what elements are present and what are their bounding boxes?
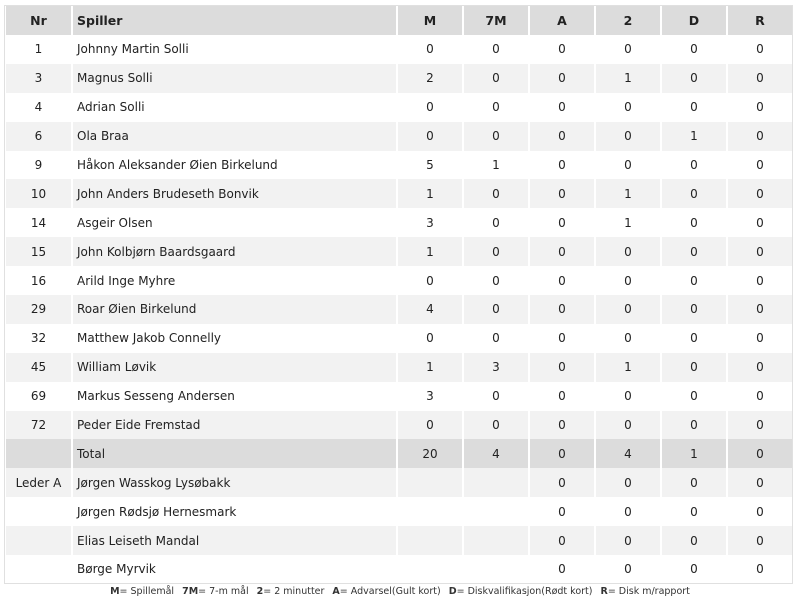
a-cell: 0: [530, 237, 594, 266]
2-cell: 0: [596, 295, 660, 324]
table-row: [6, 411, 792, 440]
legend-item: [600, 586, 689, 597]
d-cell: 1: [662, 439, 726, 468]
table-header-row: [6, 6, 792, 35]
column-header-spiller: Spiller: [73, 6, 396, 35]
legend-text: = Disk m/rapport: [607, 586, 690, 597]
2-cell: 0: [624, 42, 632, 57]
column-header-a: A: [530, 6, 594, 35]
2-cell: 0: [624, 562, 632, 577]
name-cell: Peder Eide Fremstad: [73, 411, 396, 440]
name-cell: Arild Inge Myhre: [77, 273, 176, 288]
r-cell: 0: [728, 468, 792, 497]
r-cell: 0: [728, 179, 792, 208]
leader-row: [6, 468, 792, 497]
d-cell: 0: [662, 468, 726, 497]
r-cell: 0: [756, 100, 764, 115]
table-row: [6, 64, 792, 93]
r-cell: 0: [756, 158, 764, 172]
nr-cell: 1: [34, 42, 43, 57]
2-cell: 0: [624, 158, 632, 172]
leader-row: [6, 497, 792, 526]
m-cell: 0: [398, 411, 462, 440]
r-cell: 0: [728, 411, 792, 440]
m-cell: 0: [426, 100, 434, 115]
table-row: [6, 122, 792, 151]
table-row: [6, 35, 792, 64]
d-cell: 0: [662, 295, 726, 324]
d-cell: 0: [690, 331, 698, 346]
name-cell: Total: [73, 439, 396, 468]
d-cell: 0: [690, 42, 698, 57]
nr-cell: [6, 439, 71, 468]
m-cell: 3: [426, 389, 434, 404]
7m-cell: 0: [464, 411, 528, 440]
nr-cell: 32: [30, 331, 47, 346]
2-cell: 0: [624, 389, 632, 404]
7m-cell: 0: [464, 64, 528, 93]
legend-text: = 2 minutter: [263, 586, 325, 597]
7m-cell: 0: [464, 237, 528, 266]
7m-cell: [464, 526, 528, 555]
name-cell: Adrian Solli: [77, 100, 145, 115]
r-cell: 0: [756, 331, 764, 346]
nr-cell: 4: [34, 100, 43, 115]
a-cell: 0: [530, 295, 594, 324]
m-cell: [398, 526, 462, 555]
name-cell: Ola Braa: [73, 122, 396, 151]
nr-cell: 6: [6, 122, 71, 151]
nr-cell: 10: [6, 179, 71, 208]
player-stats-table: [4, 6, 794, 584]
7m-cell: [464, 555, 528, 584]
d-cell: 0: [690, 273, 698, 288]
column-header-nr: Nr: [6, 6, 71, 35]
table-row: [6, 382, 792, 411]
a-cell: 0: [558, 562, 566, 577]
legend-key: R: [600, 586, 608, 597]
2-cell: 0: [596, 411, 660, 440]
legend-text: = Spillemål: [119, 586, 175, 597]
r-cell: 0: [728, 295, 792, 324]
name-cell: Roar Øien Birkelund: [73, 295, 396, 324]
legend-key: M: [110, 586, 120, 597]
legend-key: A: [332, 586, 340, 597]
a-cell: 0: [530, 411, 594, 440]
a-cell: 0: [558, 504, 566, 519]
m-cell: 3: [426, 215, 434, 230]
name-cell: Asgeir Olsen: [77, 215, 153, 230]
name-cell: Johnny Martin Solli: [77, 42, 189, 57]
2-cell: 0: [596, 526, 660, 555]
7m-cell: 0: [464, 122, 528, 151]
column-header-r: R: [728, 6, 792, 35]
a-cell: 0: [558, 158, 566, 172]
nr-cell: 29: [6, 295, 71, 324]
2-cell: 1: [596, 353, 660, 382]
2-cell: 0: [624, 100, 632, 115]
m-cell: 20: [398, 439, 462, 468]
nr-cell: 72: [6, 411, 71, 440]
2-cell: 0: [624, 504, 632, 519]
name-cell: Elias Leiseth Mandal: [73, 526, 396, 555]
r-cell: 0: [756, 504, 764, 519]
a-cell: 0: [530, 64, 594, 93]
a-cell: 0: [530, 122, 594, 151]
2-cell: 0: [624, 331, 632, 346]
2-cell: 0: [596, 237, 660, 266]
name-cell: John Anders Brudeseth Bonvik: [73, 179, 396, 208]
d-cell: 0: [690, 389, 698, 404]
table-row: [6, 324, 792, 353]
d-cell: 0: [662, 64, 726, 93]
m-cell: 1: [398, 353, 462, 382]
7m-cell: [464, 497, 528, 526]
7m-cell: 0: [492, 215, 500, 230]
m-cell: [398, 555, 462, 584]
r-cell: 0: [728, 526, 792, 555]
7m-cell: [464, 468, 528, 497]
nr-cell: [6, 497, 71, 526]
a-cell: 0: [530, 439, 594, 468]
m-cell: 0: [426, 42, 434, 57]
column-header-7m: 7M: [464, 6, 528, 35]
nr-cell: 69: [30, 389, 47, 404]
name-cell: Børge Myrvik: [77, 562, 156, 577]
name-cell: Jørgen Wasskog Lysøbakk: [73, 468, 396, 497]
legend-key: D: [448, 586, 457, 597]
d-cell: 0: [662, 526, 726, 555]
nr-cell: 9: [34, 158, 43, 172]
column-header-m: M: [398, 6, 462, 35]
table-row: [6, 93, 792, 122]
nr-cell: 3: [6, 64, 71, 93]
nr-cell: 14: [30, 215, 47, 230]
m-cell: 1: [398, 179, 462, 208]
legend-item: [332, 586, 440, 597]
r-cell: 0: [756, 273, 764, 288]
r-cell: 0: [756, 42, 764, 57]
7m-cell: 4: [464, 439, 528, 468]
a-cell: 0: [558, 42, 566, 57]
2-cell: 1: [624, 215, 632, 230]
m-cell: 0: [398, 122, 462, 151]
name-cell: Magnus Solli: [73, 64, 396, 93]
table-row: [6, 151, 792, 180]
nr-cell: 45: [6, 353, 71, 382]
d-cell: 0: [662, 179, 726, 208]
legend-key: 7M: [182, 586, 199, 597]
a-cell: 0: [530, 179, 594, 208]
m-cell: 4: [398, 295, 462, 324]
a-cell: 0: [558, 100, 566, 115]
d-cell: 0: [662, 411, 726, 440]
d-cell: 0: [662, 237, 726, 266]
m-cell: 0: [426, 331, 434, 346]
legend-text: = Advarsel(Gult kort): [339, 586, 441, 597]
a-cell: 0: [558, 273, 566, 288]
m-cell: 5: [426, 158, 434, 172]
m-cell: 1: [398, 237, 462, 266]
name-cell: William Løvik: [73, 353, 396, 382]
name-cell: Håkon Aleksander Øien Birkelund: [77, 158, 278, 172]
r-cell: 0: [728, 237, 792, 266]
m-cell: [398, 468, 462, 497]
name-cell: Matthew Jakob Connelly: [77, 331, 222, 346]
leader-row: [6, 526, 792, 555]
table-row: [6, 353, 792, 382]
column-header-2: 2: [596, 6, 660, 35]
d-cell: 0: [690, 504, 698, 519]
legend: [0, 586, 800, 597]
a-cell: 0: [558, 389, 566, 404]
d-cell: 0: [662, 353, 726, 382]
nr-cell: Leder A: [6, 468, 71, 497]
a-cell: 0: [558, 215, 566, 230]
d-cell: 0: [690, 562, 698, 577]
d-cell: 0: [690, 215, 698, 230]
r-cell: 0: [728, 122, 792, 151]
total-row: [6, 439, 792, 468]
r-cell: 0: [756, 389, 764, 404]
d-cell: 0: [690, 158, 698, 172]
7m-cell: 0: [492, 100, 500, 115]
r-cell: 0: [728, 353, 792, 382]
legend-text: = Diskvalifikasjon(Rødt kort): [456, 586, 593, 597]
2-cell: 0: [596, 122, 660, 151]
7m-cell: 3: [464, 353, 528, 382]
player-stats-container: [5, 6, 793, 584]
table-row: [6, 237, 792, 266]
name-cell: John Kolbjørn Baardsgaard: [73, 237, 396, 266]
7m-cell: 0: [492, 389, 500, 404]
7m-cell: 0: [464, 179, 528, 208]
d-cell: 1: [662, 122, 726, 151]
table-body: [6, 35, 792, 584]
column-header-d: D: [662, 6, 726, 35]
table-row: [6, 208, 792, 237]
name-cell: Markus Sesseng Andersen: [77, 389, 235, 404]
7m-cell: 0: [492, 331, 500, 346]
m-cell: [398, 497, 462, 526]
r-cell: 0: [728, 64, 792, 93]
7m-cell: 0: [492, 273, 500, 288]
name-cell: Jørgen Rødsjø Hernesmark: [77, 504, 237, 519]
table-row: [6, 266, 792, 295]
2-cell: 1: [596, 64, 660, 93]
2-cell: 4: [596, 439, 660, 468]
2-cell: 0: [596, 468, 660, 497]
legend-item: [449, 586, 593, 597]
a-cell: 0: [530, 353, 594, 382]
nr-cell: 15: [6, 237, 71, 266]
a-cell: 0: [530, 468, 594, 497]
table-row: [6, 179, 792, 208]
legend-item: [110, 586, 174, 597]
nr-cell: 16: [30, 273, 47, 288]
nr-cell: [6, 526, 71, 555]
leader-row: [6, 555, 792, 584]
legend-key: 2: [256, 586, 264, 597]
2-cell: 1: [596, 179, 660, 208]
table-row: [6, 295, 792, 324]
7m-cell: 0: [464, 295, 528, 324]
legend-text: = 7-m mål: [198, 586, 249, 597]
legend-item: [182, 586, 249, 597]
m-cell: 2: [398, 64, 462, 93]
r-cell: 0: [756, 215, 764, 230]
nr-cell: [6, 555, 71, 584]
7m-cell: 0: [492, 42, 500, 57]
2-cell: 0: [624, 273, 632, 288]
d-cell: 0: [690, 100, 698, 115]
r-cell: 0: [756, 562, 764, 577]
a-cell: 0: [558, 331, 566, 346]
m-cell: 0: [426, 273, 434, 288]
legend-item: [257, 586, 325, 597]
r-cell: 0: [728, 439, 792, 468]
a-cell: 0: [530, 526, 594, 555]
7m-cell: 1: [492, 158, 500, 172]
